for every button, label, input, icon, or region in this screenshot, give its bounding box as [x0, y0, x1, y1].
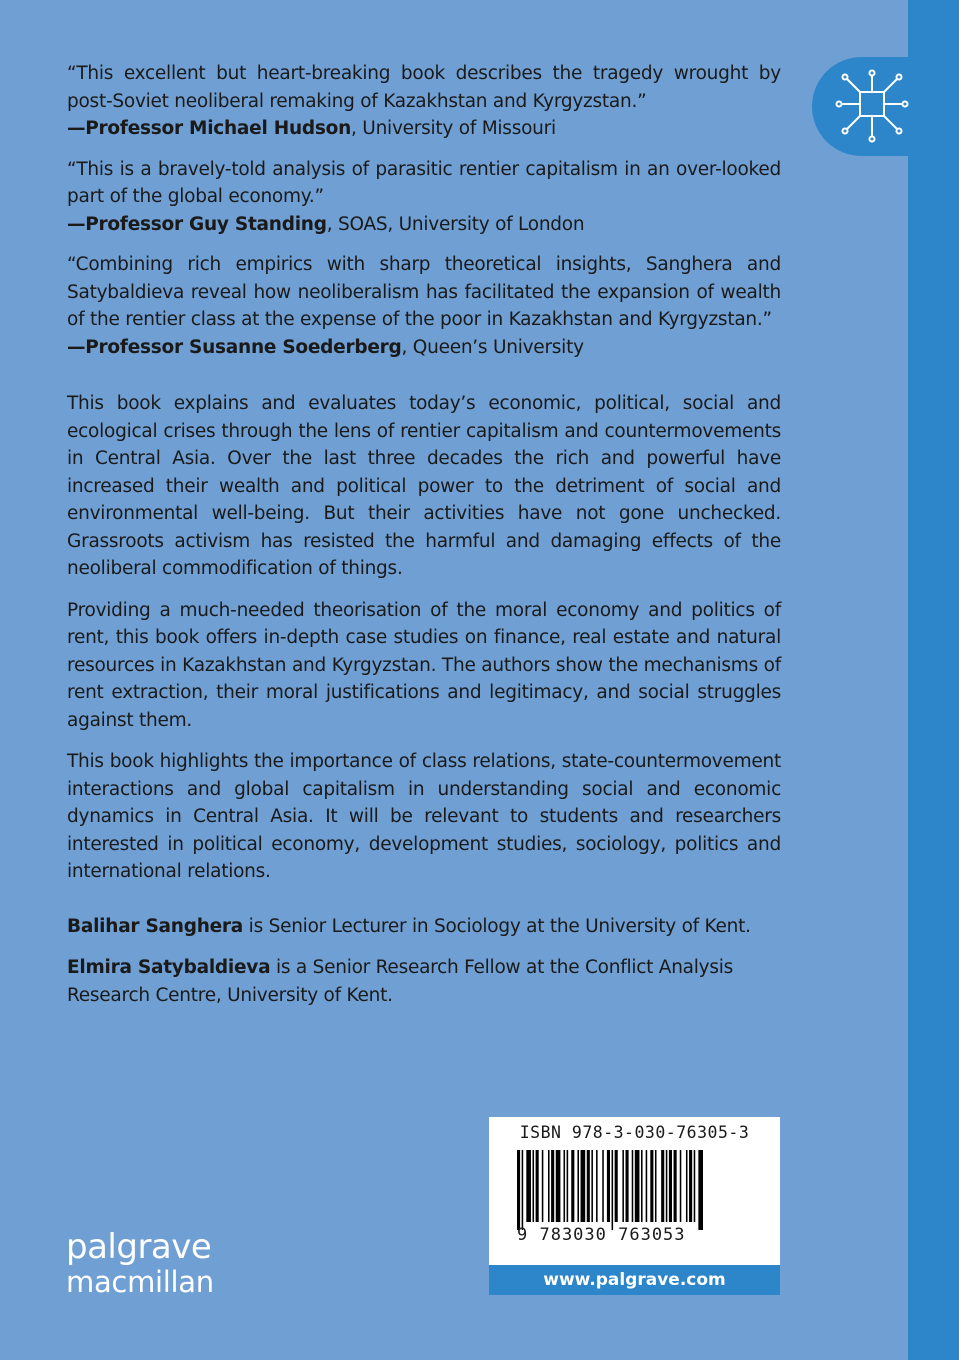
barcode-bar	[615, 1150, 618, 1222]
barcode-bar	[632, 1150, 634, 1222]
author-bio	[67, 913, 781, 941]
barcode-bar	[622, 1150, 624, 1222]
barcode-bar	[641, 1150, 643, 1222]
barcode-bar	[650, 1150, 653, 1222]
website-url: www.palgrave.com	[489, 1265, 780, 1295]
endorsement-quote	[67, 156, 781, 239]
isbn-barcode-box	[489, 1117, 780, 1295]
barcode-bar	[587, 1150, 590, 1222]
author-bio-text: is Senior Lecturer in Sociology at the University of Kent.	[243, 915, 751, 937]
barcode-bar	[567, 1150, 569, 1222]
endorser-name: —Professor Michael Hudson	[67, 118, 352, 139]
endorser-affiliation: , University of Missouri	[351, 118, 556, 139]
barcode-bar	[596, 1150, 598, 1222]
barcode-bar	[612, 1150, 614, 1230]
endorser-affiliation: , SOAS, University of London	[326, 213, 585, 235]
palgrave-network-icon	[833, 67, 915, 145]
description-paragraph: This book highlights the importance of class relations, state-countermovement interactions and global capitalism in understanding social and economic dynamics in Central Asia. It will be relevant to students and researchers interested in political economy, development studies, sociology, politics and international relations.	[67, 751, 781, 882]
endorsement-quote	[67, 60, 781, 143]
back-cover-text	[67, 60, 781, 1023]
barcode-bar	[571, 1150, 574, 1222]
description-paragraph: This book explains and evaluates today’s economic, political, social and ecological crises through the lens of rentier capitalism and countermovements in Central Asia. Over the last three decades the rich and powerful have increased their wealth and political power to the detriment of social and environmental well-being. But their activities have not gone unchecked. Grassroots activism has resisted the harmful and damaging effects of the neoliberal commodification of things.	[67, 393, 781, 579]
quote-attribution	[67, 115, 781, 143]
barcode-bar	[517, 1150, 520, 1230]
endorser-affiliation: , Queen’s University	[401, 336, 584, 358]
barcode-bar	[591, 1150, 593, 1222]
publisher-name-line1: palgrave	[66, 1227, 212, 1267]
barcode-bar	[698, 1150, 703, 1230]
barcode-bar	[655, 1150, 657, 1222]
publisher-logo-tab	[812, 57, 959, 156]
author-name: Balihar Sanghera	[67, 915, 244, 937]
barcode-bar	[522, 1150, 524, 1230]
barcode-bar	[646, 1150, 648, 1222]
quote-attribution	[67, 334, 781, 362]
endorser-name: —Professor Guy Standing	[67, 213, 327, 235]
barcode-bar	[661, 1150, 664, 1222]
author-name: Elmira Satybaldieva	[67, 957, 271, 978]
barcode-bar	[533, 1150, 535, 1222]
quote-attribution	[67, 211, 781, 239]
barcode-bar	[669, 1150, 672, 1222]
book-spine	[908, 0, 959, 1360]
barcode-bar	[607, 1150, 610, 1222]
quote-text: “This excellent but heart-breaking book describes the tragedy wrought by post-Soviet neoliberal remaking of Kazakhstan and Kyrgyzstan.”	[67, 63, 781, 112]
isbn-label: ISBN 978-3-030-76305-3	[519, 1123, 750, 1142]
barcode-digits: 9 783030 763053	[517, 1225, 686, 1245]
book-description	[67, 390, 781, 886]
barcode-bar	[694, 1150, 696, 1222]
barcode-bar	[526, 1150, 531, 1222]
barcode-bar	[626, 1150, 629, 1222]
endorsement-quote	[67, 251, 781, 361]
quote-text: “This is a bravely-told analysis of parasitic rentier capitalism in an over-looked part of the global economy.”	[67, 158, 781, 207]
barcode-bar	[548, 1150, 550, 1222]
endorser-name: —Professor Susanne Soederberg	[67, 336, 402, 358]
barcode-bar	[564, 1150, 566, 1222]
barcode-bar	[536, 1150, 539, 1222]
barcode-bar	[689, 1150, 692, 1222]
barcode-bar	[542, 1150, 544, 1222]
author-bios	[67, 913, 781, 1010]
barcode-bar	[602, 1150, 604, 1222]
author-bio-text: is a Senior Research Fellow at the Conflict Analysis Research Centre, University of Kent.	[67, 957, 734, 1006]
quote-text: “Combining rich empirics with sharp theoretical insights, Sanghera and Satybaldieva reveal how neoliberalism has facilitated the expansion of wealth of the rentier class at the expense of the poor in Kazakhstan and Kyrgyzstan.”	[67, 254, 781, 330]
publisher-logo	[66, 1228, 214, 1298]
barcode-bar	[674, 1150, 677, 1222]
barcode-icon	[517, 1150, 749, 1230]
author-bio	[67, 954, 781, 1009]
barcode-bar	[577, 1150, 579, 1222]
barcode-bar	[556, 1150, 561, 1222]
barcode-bar	[551, 1150, 554, 1222]
barcode-bar	[581, 1150, 586, 1222]
barcode-bar	[666, 1150, 668, 1222]
publisher-name-line2: macmillan	[66, 1265, 214, 1299]
barcode-bar	[635, 1150, 640, 1222]
barcode-bar	[686, 1150, 688, 1222]
description-paragraph: Providing a much-needed theorisation of the moral economy and politics of rent, this book offers in-depth case studies on finance, real estate and natural resources in Kazakhstan and Kyrgyzstan. The authors show the mechanisms of rent extraction, their moral justifications and legitimacy, and social struggles against them.	[67, 599, 781, 731]
barcode-bar	[680, 1150, 682, 1222]
